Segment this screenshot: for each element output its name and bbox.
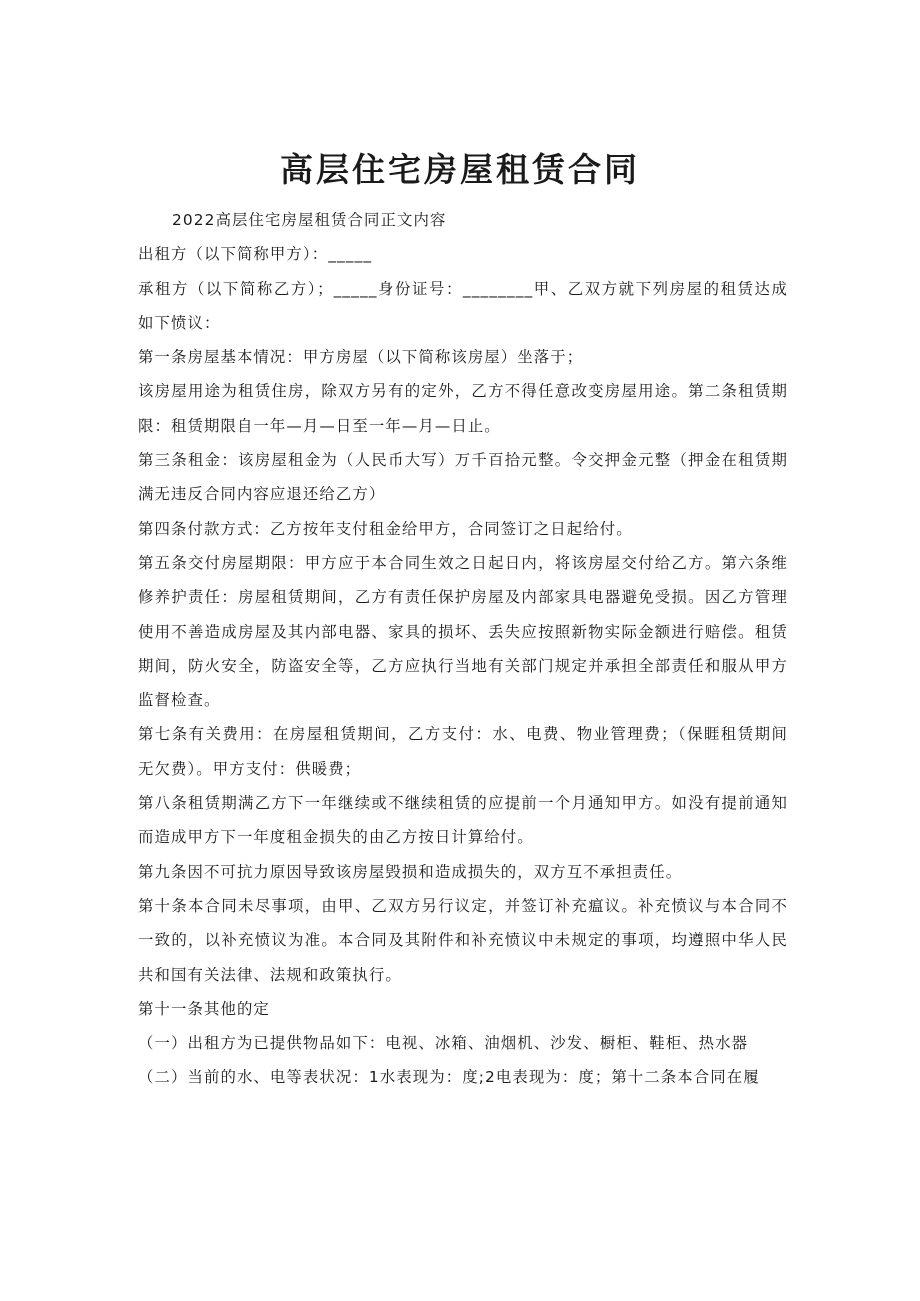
paragraph-article-4: 第四条付款方式：乙方按年支付租金给甲方，合同签订之日起给付。 xyxy=(138,519,633,538)
paragraph-article-10: 第十条本合同未尽事项，由甲、乙双方另行议定，并签订补充瘟议。补充愤议与本合同不一致的，以补充愤议为准。本合同及其附件和补充愤议中未规定的事项，均遵照中华人民共和国有关法律、法规和政策执行。 xyxy=(138,896,788,984)
paragraph-article-8: 第八条租赁期满乙方下一年继续或不继续租赁的应提前一个月通知甲方。如没有提前通知而造成甲方下一年度租金损失的由乙方按日计算给付。 xyxy=(138,794,788,847)
paragraph-article-5-6: 第五条交付房屋期限：甲方应于本合同生效之日起日内，将该房屋交付给乙方。第六条维修养护责任：房屋租赁期间，乙方有责任保护房屋及内部家具电器避免受损。因乙方管理使用不善造成房屋及其内部电器、家具的损坏、丢失应按照新物实际金额进行赔偿。租赁期间，防火安全，防盗安全等，乙方应执行当地有关部门规定并承担全部责任和服从甲方监督检查。 xyxy=(138,553,788,710)
document-title: 高层住宅房屋租赁合同 xyxy=(280,150,640,190)
paragraph-lessor: 出租方（以下简称甲方）：_____ xyxy=(138,245,373,264)
paragraph-item-2: （二）当前的水、电等表状况：1水表现为：度;2电表现为：度；第十二条本合同在履 xyxy=(138,1068,760,1087)
paragraph-lessee: 承租方（以下简称乙方）；_____身份证号：________甲、乙双方就下列房屋的租赁达成如下愤议： xyxy=(138,279,788,332)
paragraph-usage-and-article-2: 该房屋用途为租赁住房，除双方另有的定外，乙方不得任意改变房屋用途。第二条租赁期限：租赁期限自一年—月—日至一年—月—日止。 xyxy=(138,382,788,435)
paragraph-item-1: （一）出租方为已提供物品如下：电视、冰箱、油烟机、沙发、橱柜、鞋柜、热水器 xyxy=(138,1034,749,1053)
paragraph-article-11: 第十一条其他的定 xyxy=(138,999,270,1018)
paragraph-article-7: 第七条有关费用：在房屋租赁期间，乙方支付：水、电费、物业管理费；（保睚租赁期间无欠费）。甲方支付：供暖费； xyxy=(138,725,788,778)
paragraph-article-1: 第一条房屋基本情况：甲方房屋（以下简称该房屋）坐落于； xyxy=(138,348,584,367)
document-subtitle: 2022高层住宅房屋租赁合同正文内容 xyxy=(172,211,447,229)
document-body xyxy=(138,203,788,1095)
paragraph-article-9: 第九条因不可抗力原因导致该房屋毁损和造成损失的，双方互不承担责任。 xyxy=(138,862,683,881)
paragraph-article-3: 第三条租金：该房屋租金为（人民币大写）万千百拾元整。令交押金元整（押金在租赁期满无违反合同内容应退还给乙方） xyxy=(138,451,788,504)
